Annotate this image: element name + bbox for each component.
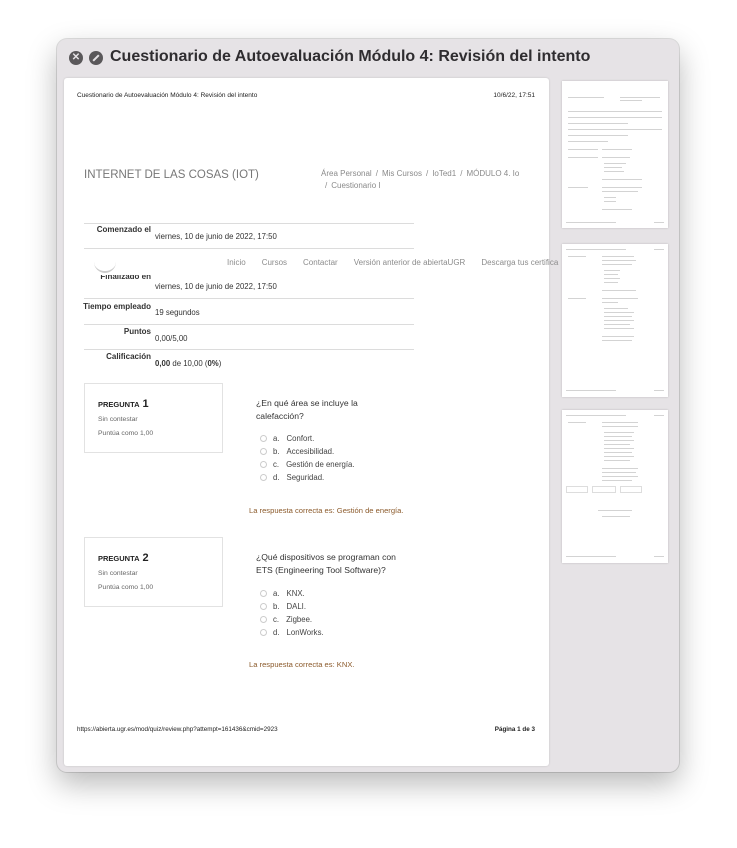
breadcrumb-item[interactable]: MÓDULO 4. Io [466, 169, 520, 178]
nav-item[interactable]: Inicio [227, 258, 246, 267]
answer-option[interactable]: b. Accesibilidad. [260, 447, 334, 456]
page-header-date: 10/6/22, 17:51 [493, 92, 535, 99]
nav-item[interactable]: Versión anterior de abiertaUGR [353, 258, 466, 267]
correct-answer: La respuesta correcta es: Gestión de energía. [249, 506, 404, 515]
summary-label: Finalizado en [100, 275, 151, 281]
correct-answer: La respuesta correcta es: KNX. [249, 660, 355, 669]
summary-label: Tiempo empleado [83, 302, 151, 311]
window-title: Cuestionario de Autoevaluación Módulo 4: Revisión del intento [110, 48, 591, 65]
title-bar [57, 39, 679, 77]
page-thumbnail-1[interactable] [562, 81, 668, 228]
radio-button[interactable] [260, 435, 267, 442]
nav-item[interactable]: Contactar [303, 258, 338, 267]
answer-option[interactable]: c. Zigbee. [260, 615, 312, 624]
main-nav [227, 258, 574, 267]
site-logo[interactable] [94, 261, 116, 273]
summary-label: Puntos [123, 327, 151, 336]
question-info-box [84, 383, 223, 453]
preview-window [57, 39, 679, 772]
nav-item[interactable]: Cursos [261, 258, 288, 267]
no-entry-icon[interactable] [89, 51, 103, 65]
nav-item[interactable]: Descarga tus certifica [481, 258, 559, 267]
breadcrumb-item[interactable]: Cuestionario I [331, 181, 381, 190]
answer-option[interactable]: c. Gestión de energía. [260, 460, 355, 469]
question-grade: Puntúa como 1,00 [98, 584, 154, 591]
radio-button[interactable] [260, 448, 267, 455]
answer-option[interactable]: a. Confort. [260, 434, 314, 443]
close-icon[interactable]: ✕ [69, 51, 83, 65]
radio-button[interactable] [260, 590, 267, 597]
document-page[interactable] [64, 78, 559, 766]
summary-value: viernes, 10 de junio de 2022, 17:50 [155, 232, 277, 241]
radio-button[interactable] [260, 616, 267, 623]
radio-button[interactable] [260, 603, 267, 610]
page-thumbnail-3[interactable] [562, 410, 668, 563]
question-number: PREGUNTA 2 [98, 552, 149, 564]
summary-label: Comenzado el [96, 225, 151, 234]
breadcrumb: Área Personal / Mis Cursos / IoTed1 / MÓDULO 4. Io / Cuestionario I [321, 169, 520, 190]
question-text: ¿Qué dispositivos se programan con ETS (Engineering Tool Software)? [256, 552, 396, 575]
answer-option[interactable]: a. KNX. [260, 589, 305, 598]
radio-button[interactable] [260, 629, 267, 636]
site-name[interactable]: INTERNET DE LAS COSAS (IOT) [84, 169, 259, 181]
question-number: PREGUNTA 1 [98, 398, 149, 410]
radio-button[interactable] [260, 461, 267, 468]
page-footer-url: https://abierta.ugr.es/mod/quiz/review.php?attempt=161436&cmid=2923 [77, 726, 278, 733]
page-thumbnail-2[interactable] [562, 244, 668, 397]
page-number: Página 1 de 3 [494, 726, 535, 733]
grade-value: 0,00 de 10,00 (0%) [155, 359, 222, 368]
summary-value: 19 segundos [155, 308, 200, 317]
question-grade: Puntúa como 1,00 [98, 430, 154, 437]
question-status: Sin contestar [98, 570, 138, 577]
question-info-box [84, 537, 223, 607]
page-header-title: Cuestionario de Autoevaluación Módulo 4: Revisión del intento [77, 92, 258, 99]
question-text: ¿En qué área se incluye la calefacción? [256, 398, 358, 421]
breadcrumb-item[interactable]: IoTed1 [432, 169, 457, 178]
radio-button[interactable] [260, 474, 267, 481]
answer-option[interactable]: d. LonWorks. [260, 628, 324, 637]
answer-option[interactable]: b. DALI. [260, 602, 306, 611]
summary-value: viernes, 10 de junio de 2022, 17:50 [155, 282, 277, 291]
question-status: Sin contestar [98, 416, 138, 423]
summary-value: 0,00/5,00 [155, 334, 188, 343]
breadcrumb-item[interactable]: Área Personal [321, 169, 372, 178]
summary-label: Calificación [106, 352, 151, 361]
breadcrumb-item[interactable]: Mis Cursos [381, 169, 422, 178]
answer-option[interactable]: d. Seguridad. [260, 473, 324, 482]
